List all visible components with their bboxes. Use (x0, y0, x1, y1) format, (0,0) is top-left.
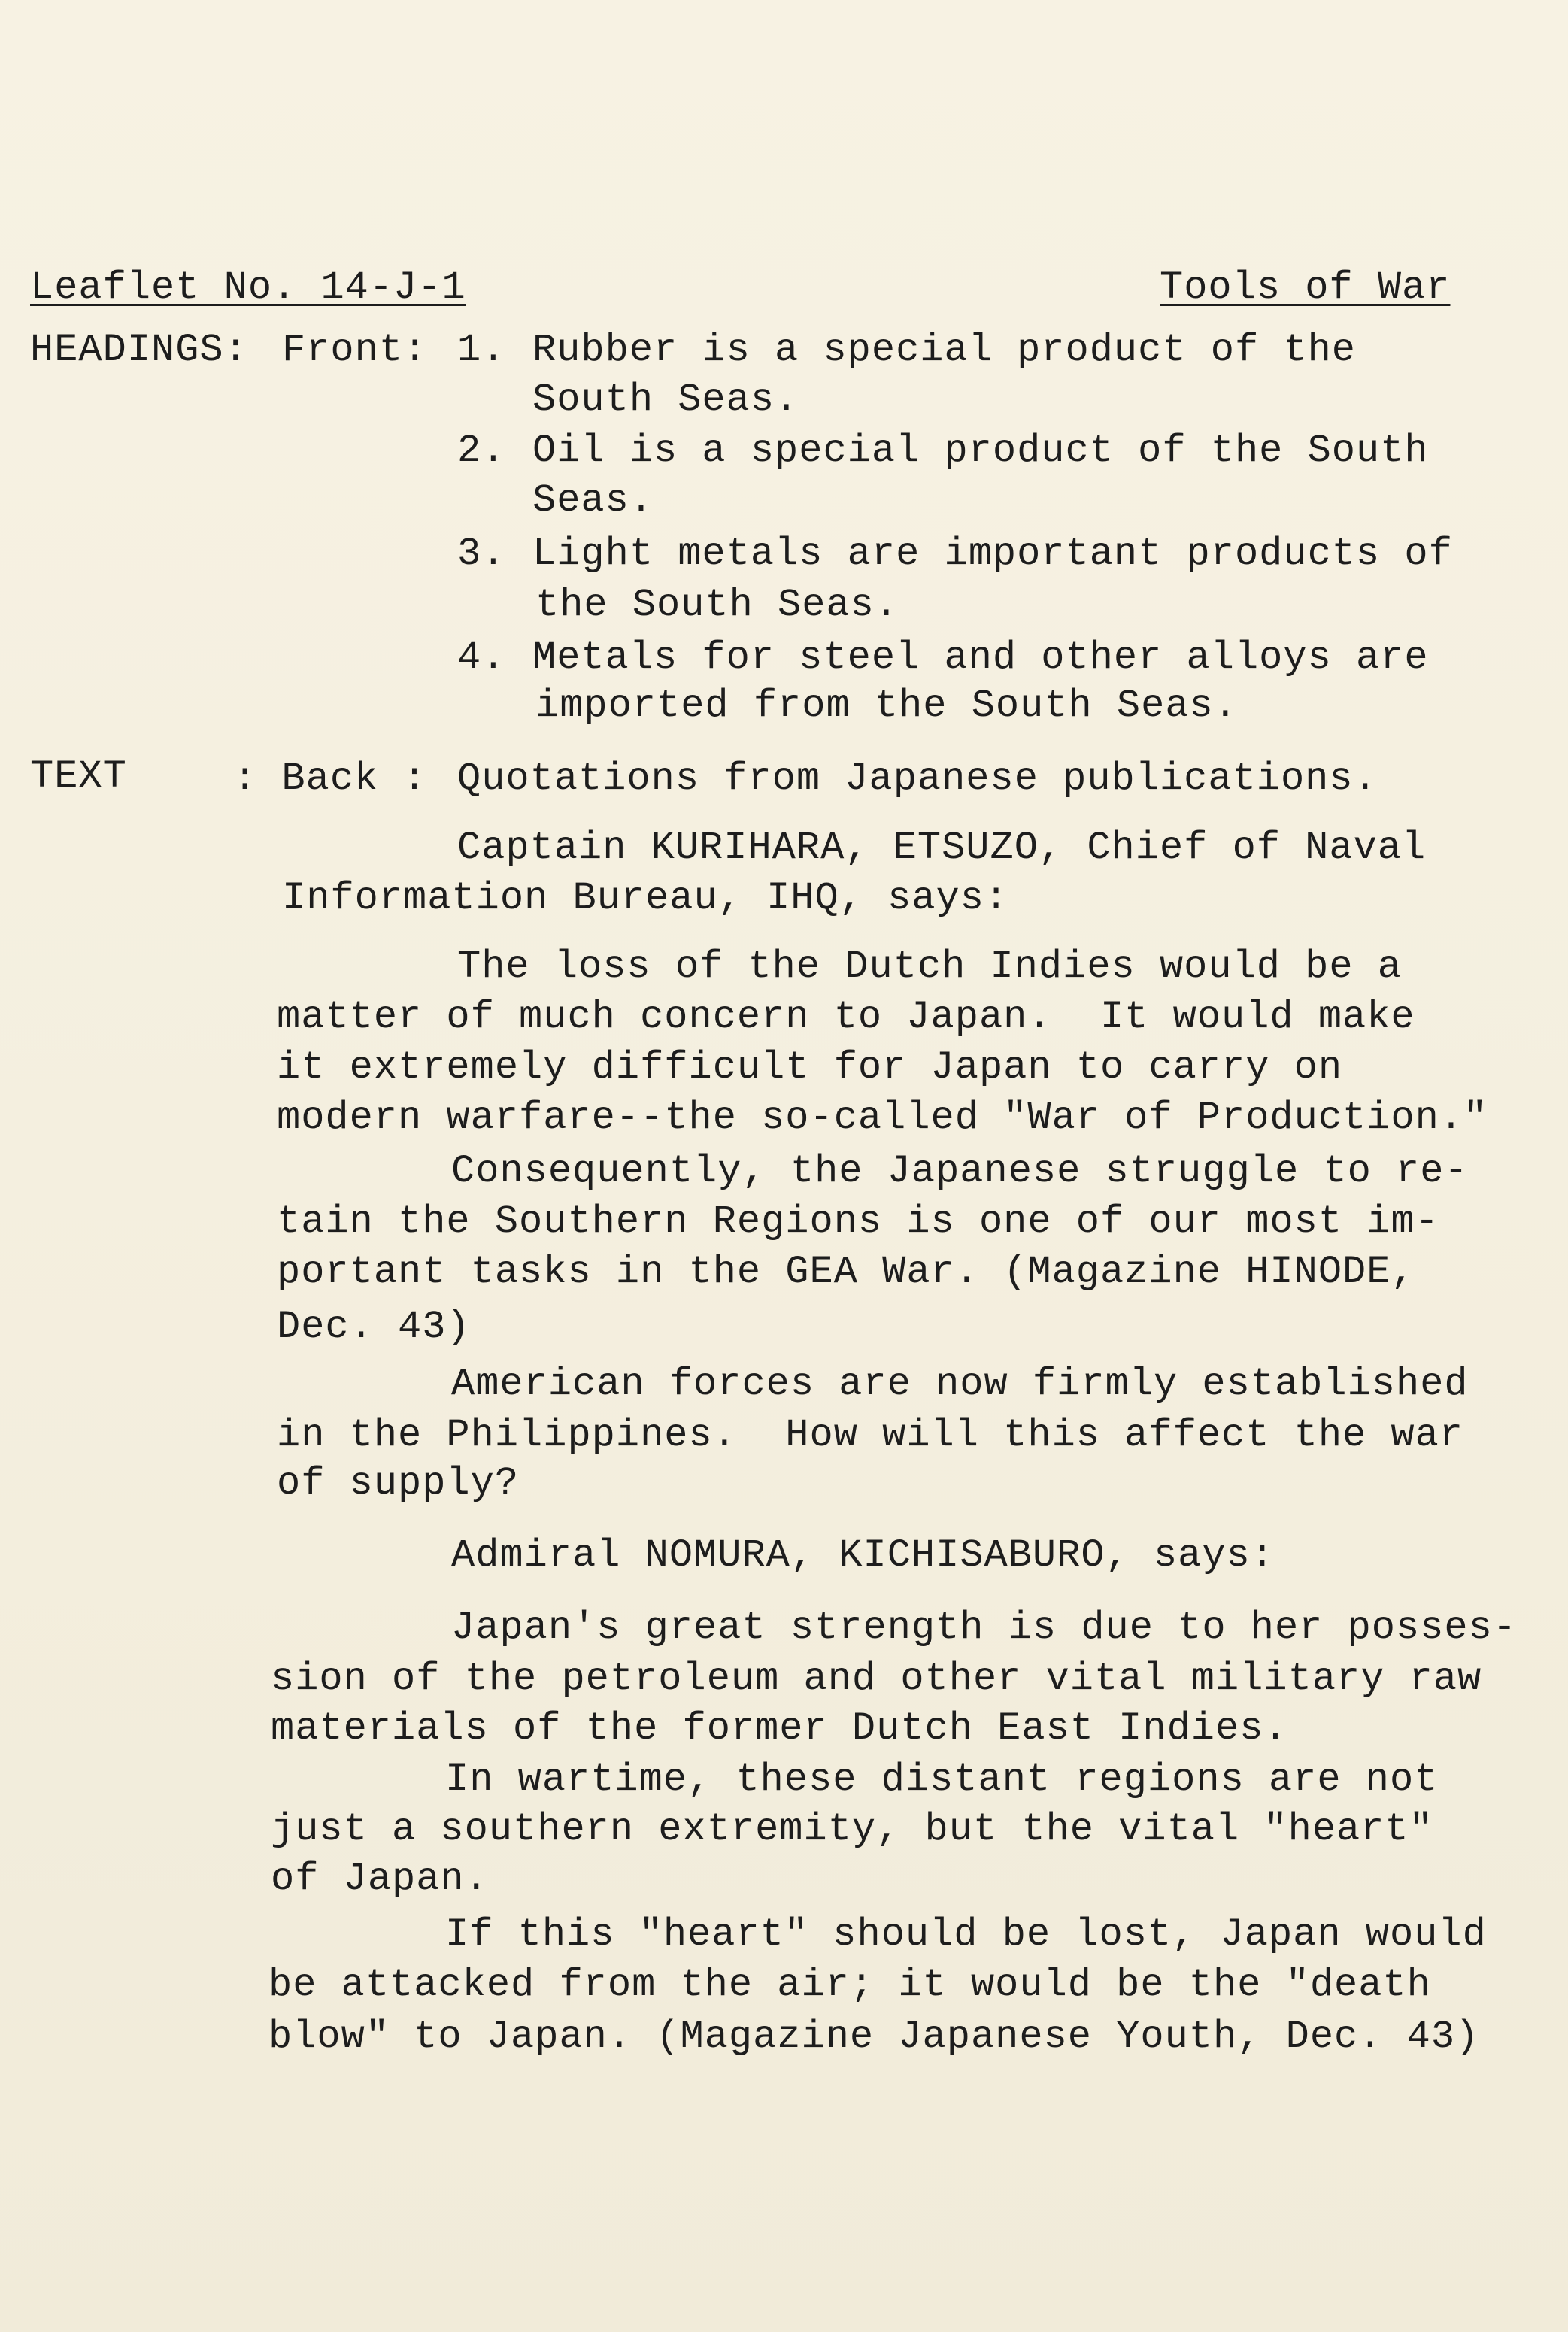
text-side: : Back : (233, 757, 427, 801)
heading-1-line-2: South Seas. (532, 378, 799, 422)
text-line-20: of Japan. (271, 1857, 489, 1901)
heading-2-line-2: Seas. (532, 478, 654, 523)
text-line-19: just a southern extremity, but the vital "heart" (271, 1807, 1433, 1851)
heading-3-line-1: Light metals are important products of (532, 532, 1453, 576)
text-line-1: Captain KURIHARA, ETSUZO, Chief of Naval (457, 826, 1427, 870)
leaflet-title: Tools of War (1160, 265, 1451, 310)
text-line-10: Dec. 43) (277, 1305, 471, 1349)
text-line-13: of supply? (277, 1461, 520, 1506)
text-line-4: matter of much concern to Japan. It would make (277, 995, 1415, 1039)
text-line-9: portant tasks in the GEA War. (Magazine HINODE, (277, 1250, 1415, 1294)
text-line-12: in the Philippines. How will this affect the war (277, 1413, 1464, 1457)
headings-side: Front: (282, 328, 428, 372)
text-line-22: be attacked from the air; it would be the "death (268, 1963, 1431, 2007)
heading-number-4: 4. (457, 635, 506, 680)
heading-1-line-1: Rubber is a special product of the (532, 328, 1356, 372)
heading-2-line-1: Oil is a special product of the South (532, 429, 1429, 473)
text-line-8: tain the Southern Regions is one of our most im- (277, 1199, 1439, 1244)
text-line-2: Information Bureau, IHQ, says: (282, 876, 1009, 920)
heading-number-3: 3. (457, 532, 506, 576)
heading-number-2: 2. (457, 429, 506, 473)
text-line-21: If this "heart" should be lost, Japan would (445, 1912, 1487, 1957)
text-line-17: materials of the former Dutch East Indies. (271, 1706, 1288, 1751)
heading-3-line-2: the South Seas. (535, 583, 899, 627)
leaflet-number: Leaflet No. 14-J-1 (30, 265, 466, 310)
text-line-18: In wartime, these distant regions are not (445, 1757, 1439, 1802)
heading-number-1: 1. (457, 328, 506, 372)
text-line-6: modern warfare--the so-called "War of Production." (277, 1096, 1488, 1140)
text-line-23: blow" to Japan. (Magazine Japanese Youth, Dec. 43) (268, 2015, 1480, 2059)
text-line-5: it extremely difficult for Japan to carry on (277, 1045, 1343, 1090)
text-line-14: Admiral NOMURA, KICHISABURO, says: (451, 1533, 1275, 1578)
text-label: TEXT (30, 754, 127, 799)
heading-4-line-1: Metals for steel and other alloys are (532, 635, 1429, 680)
headings-label: HEADINGS: (30, 328, 248, 372)
text-line-3: The loss of the Dutch Indies would be a (457, 945, 1402, 989)
text-intro: Quotations from Japanese publications. (457, 757, 1378, 801)
text-line-11: American forces are now firmly established (451, 1362, 1469, 1406)
text-line-7: Consequently, the Japanese struggle to re- (451, 1149, 1469, 1193)
heading-4-line-2: imported from the South Seas. (535, 684, 1238, 728)
text-line-15: Japan's great strength is due to her posses- (451, 1606, 1518, 1650)
text-line-16: sion of the petroleum and other vital military raw (271, 1657, 1482, 1701)
